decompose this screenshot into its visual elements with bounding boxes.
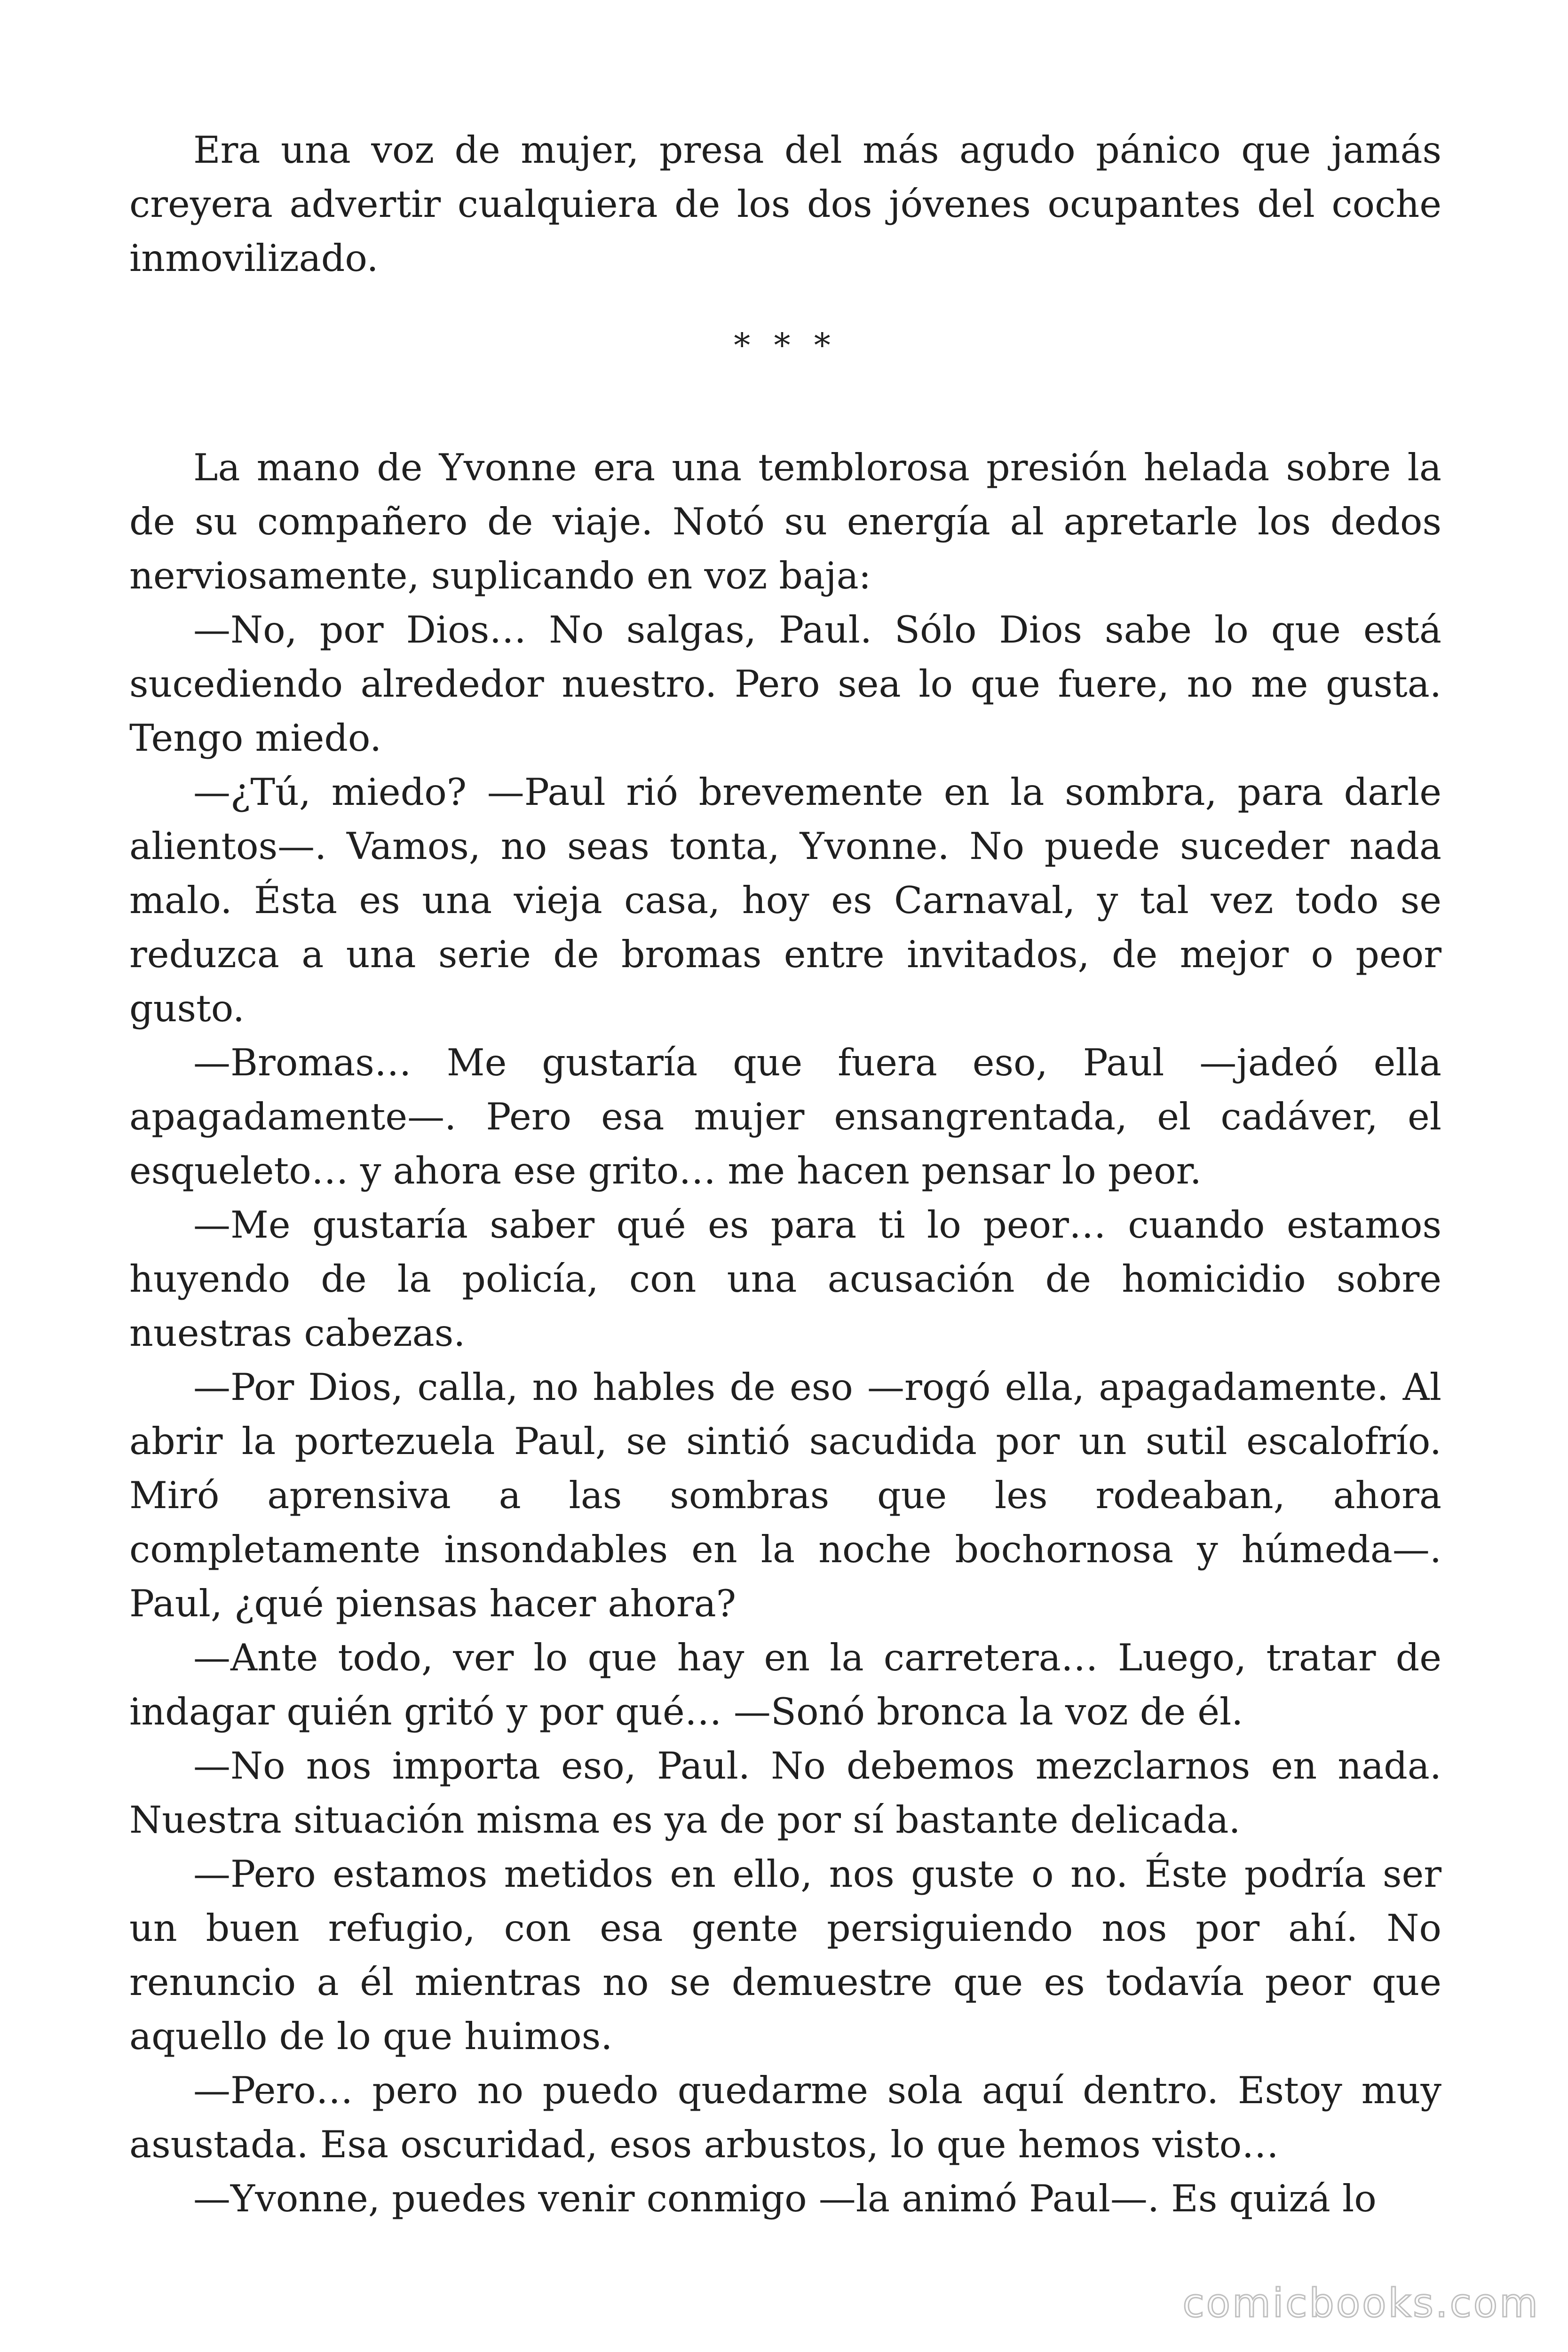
paragraph: —¿Tú, miedo? —Paul rió brevemente en la sombra, para darle alientos—. Vamos, no seas tonta, Yvonne. No puede suceder nada malo. Ésta es una vieja casa, hoy es Carnaval, y tal vez todo se reduzca a una serie de bromas entre invitados, de mejor o peor gusto. [129,771,1441,1030]
paragraph: —Por Dios, calla, no hables de eso —rogó ella, apagadamente. Al abrir la portezuela Paul, se sintió sacudida por un sutil escalofrío. Miró aprensiva a las sombras que les rodeaban, ahora completamente insondables en la noche bochornosa y húmeda—. Paul, ¿qué piensas hacer ahora? [129,1366,1441,1625]
scene-separator: * * * [734,326,837,365]
paragraph: Era una voz de mujer, presa del más agudo pánico que jamás creyera advertir cualquiera de los dos jóvenes ocupantes del coche inmovilizado. [129,128,1441,280]
paragraph: —No, por Dios… No salgas, Paul. Sólo Dios sabe lo que está sucediendo alrededor nuestro. Pero sea lo que fuere, no me gusta. Tengo miedo. [129,608,1441,760]
paragraph: —Yvonne, puedes venir conmigo —la animó Paul—. Es quizá lo [193,2177,1377,2220]
paragraph: —Bromas… Me gustaría que fuera eso, Paul —jadeó ella apagadamente—. Pero esa mujer ensangrentada, el cadáver, el esqueleto… y ahora ese grito… me hacen pensar lo peor. [129,1041,1441,1192]
paragraph: —Pero estamos metidos en ello, nos guste o no. Éste podría ser un buen refugio, con esa gente persiguiendo nos por ahí. No renuncio a él mientras no se demuestre que es todavía peor que aquello de lo que huimos. [129,1852,1441,2058]
paragraph: La mano de Yvonne era una temblorosa presión helada sobre la de su compañero de viaje. Notó su energía al apretarle los dedos nerviosamente, suplicando en voz baja: [129,446,1441,597]
watermark: comicbooks.com [1182,2280,1540,2326]
paragraph: —Ante todo, ver lo que hay en la carretera… Luego, tratar de indagar quién gritó y por qué… —Sonó bronca la voz de él. [129,1636,1441,1733]
separator-spacer [129,398,1441,441]
paragraph: —Pero… pero no puedo quedarme sola aquí dentro. Estoy muy asustada. Esa oscuridad, esos arbustos, lo que hemos visto… [129,2069,1441,2166]
paragraph: —Me gustaría saber qué es para ti lo peor… cuando estamos huyendo de la policía, con una acusación de homicidio sobre nuestras cabezas. [129,1203,1441,1355]
paragraph: —No nos importa eso, Paul. No debemos mezclarnos en nada. Nuestra situación misma es ya de por sí bastante delicada. [129,1744,1441,1842]
page-text [129,123,1441,2226]
